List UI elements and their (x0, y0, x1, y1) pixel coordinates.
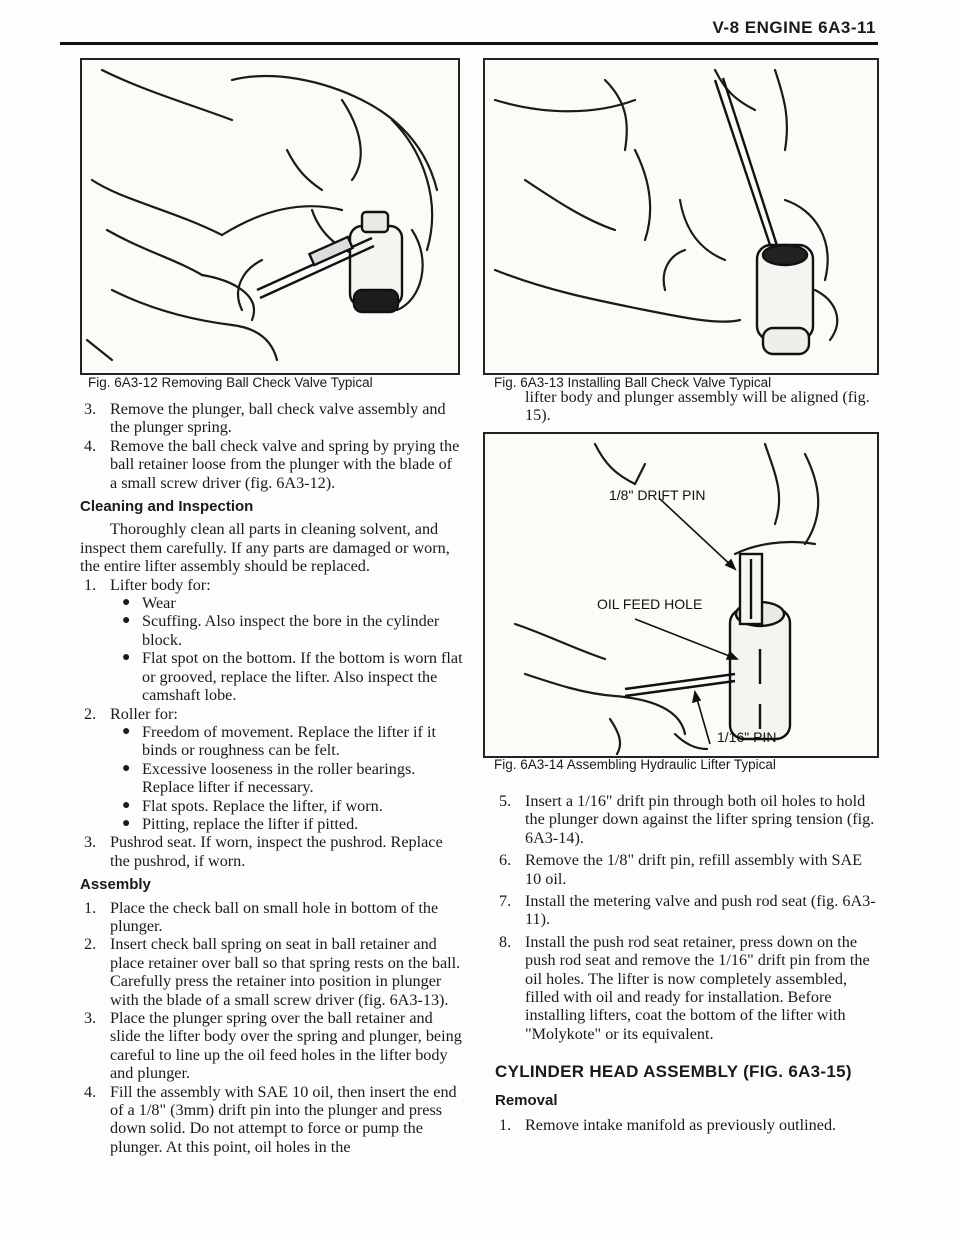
assembly-4: 4. Fill the assembly with SAE 10 oil, then insert the end of a 1/8" (3mm) drift pin into the plunger and press down solid. Do not attempt to force or pump the plunger. At this point, oil holes in the (84, 1082, 457, 1156)
step-8: 8. Install the push rod seat retainer, press down on the push rod seat and remove the 1/16" drift pin from the oil holes. The lifter is now completely assembled, filled with oil and ready for installation. Before installing lifters, coat the bottom of the lifter with "Molykote" or its equivalent. (499, 932, 870, 1043)
inspection-1-bullet: ● Flat spot on the bottom. If the bottom is worn flat or grooved, replace the lifter. Also inspect the camshaft lobe. (122, 649, 463, 705)
right-column-bottom (495, 792, 878, 1135)
figure-6a3-14 (483, 432, 879, 758)
step-6: 6. Remove the 1/8" drift pin, refill assembly with SAE 10 oil. (499, 851, 863, 888)
assembly-1: 1. Place the check ball on small hole in bottom of the plunger. (84, 898, 439, 935)
removal-1: 1. Remove intake manifold as previously outlined. (499, 1116, 837, 1135)
cylinder-head-section-heading: CYLINDER HEAD ASSEMBLY (FIG. 6A3-15) (495, 1062, 852, 1082)
step-5: 5. Insert a 1/16" drift pin through both oil holes to hold the plunger down against the lifter spring tension (fig. 6A3-14). (499, 792, 875, 847)
figure-6a3-13-caption: Fig. 6A3-13 Installing Ball Check Valve Typical (494, 375, 772, 390)
step-7: 7. Install the metering valve and push rod seat (fig. 6A3-11). (499, 892, 876, 929)
inspection-1: 1. Lifter body for: (84, 575, 211, 594)
assembling-hydraulic-lifter-illustration (485, 434, 877, 756)
label-pin: 1/16" PIN (717, 729, 777, 745)
inspection-2-bullet: ● Freedom of movement. Replace the lifter if it binds or roughness can be felt. (122, 722, 436, 760)
inspection-2-bullet: ● Excessive looseness in the roller bearings. Replace lifter if necessary. (122, 759, 416, 797)
figure-6a3-12 (80, 58, 460, 375)
figure-6a3-13 (483, 58, 879, 375)
left-column (80, 400, 463, 1156)
label-drift-pin: 1/8" DRIFT PIN (609, 487, 706, 503)
inspection-2: 2. Roller for: (84, 704, 178, 723)
inspection-2-bullet: ● Pitting, replace the lifter if pitted. (122, 814, 359, 833)
label-oil-feed-hole: OIL FEED HOLE (597, 596, 703, 612)
cleaning-intro: Thoroughly clean all parts in cleaning solvent, and inspect them carefully. If any parts are damaged or worn, the entire lifter assembly should be replaced. (80, 520, 450, 576)
right-column-top (495, 388, 878, 425)
step-3: 3. Remove the plunger, ball check valve assembly and the plunger spring. (84, 400, 446, 437)
assembly-2: 2. Insert check ball spring on seat in ball retainer and place retainer over ball so that spring rests on the ball. Carefully press the retainer into position in plunger with the blade of a small screw driver (fig. 6A3-13). (84, 935, 461, 1009)
inspection-1-bullet: ● Scuffing. Also inspect the bore in the cylinder block. (122, 612, 440, 649)
removing-ball-check-valve-illustration (82, 60, 458, 373)
assembly-3: 3. Place the plunger spring over the ball retainer and slide the lifter body over the spring and plunger, being careful to line up the oil feed holes in the lifter body and plunger. (84, 1009, 462, 1083)
inspection-1-bullet: ● Wear (122, 594, 176, 613)
continued-text: lifter body and plunger assembly will be aligned (fig. 15). (525, 388, 870, 425)
figure-6a3-14-caption: Fig. 6A3-14 Assembling Hydraulic Lifter Typical (494, 757, 776, 772)
step-4: 4. Remove the ball check valve and spring by prying the ball retainer loose from the plunger with the blade of a small screw driver (fig. 6A3-12). (84, 436, 460, 492)
header-rule (60, 42, 878, 45)
assembly-heading: Assembly (80, 876, 151, 894)
inspection-2-bullet: ● Flat spots. Replace the lifter, if worn. (122, 796, 383, 815)
page-header: V-8 ENGINE 6A3-11 (712, 18, 876, 37)
inspection-3: 3. Pushrod seat. If worn, inspect the pushrod. Replace the pushrod, if worn. (84, 833, 443, 870)
figure-6a3-12-caption: Fig. 6A3-12 Removing Ball Check Valve Typical (88, 375, 373, 390)
cleaning-inspection-heading: Cleaning and Inspection (80, 498, 254, 516)
removal-heading: Removal (495, 1091, 558, 1109)
installing-ball-check-valve-illustration (485, 60, 877, 373)
